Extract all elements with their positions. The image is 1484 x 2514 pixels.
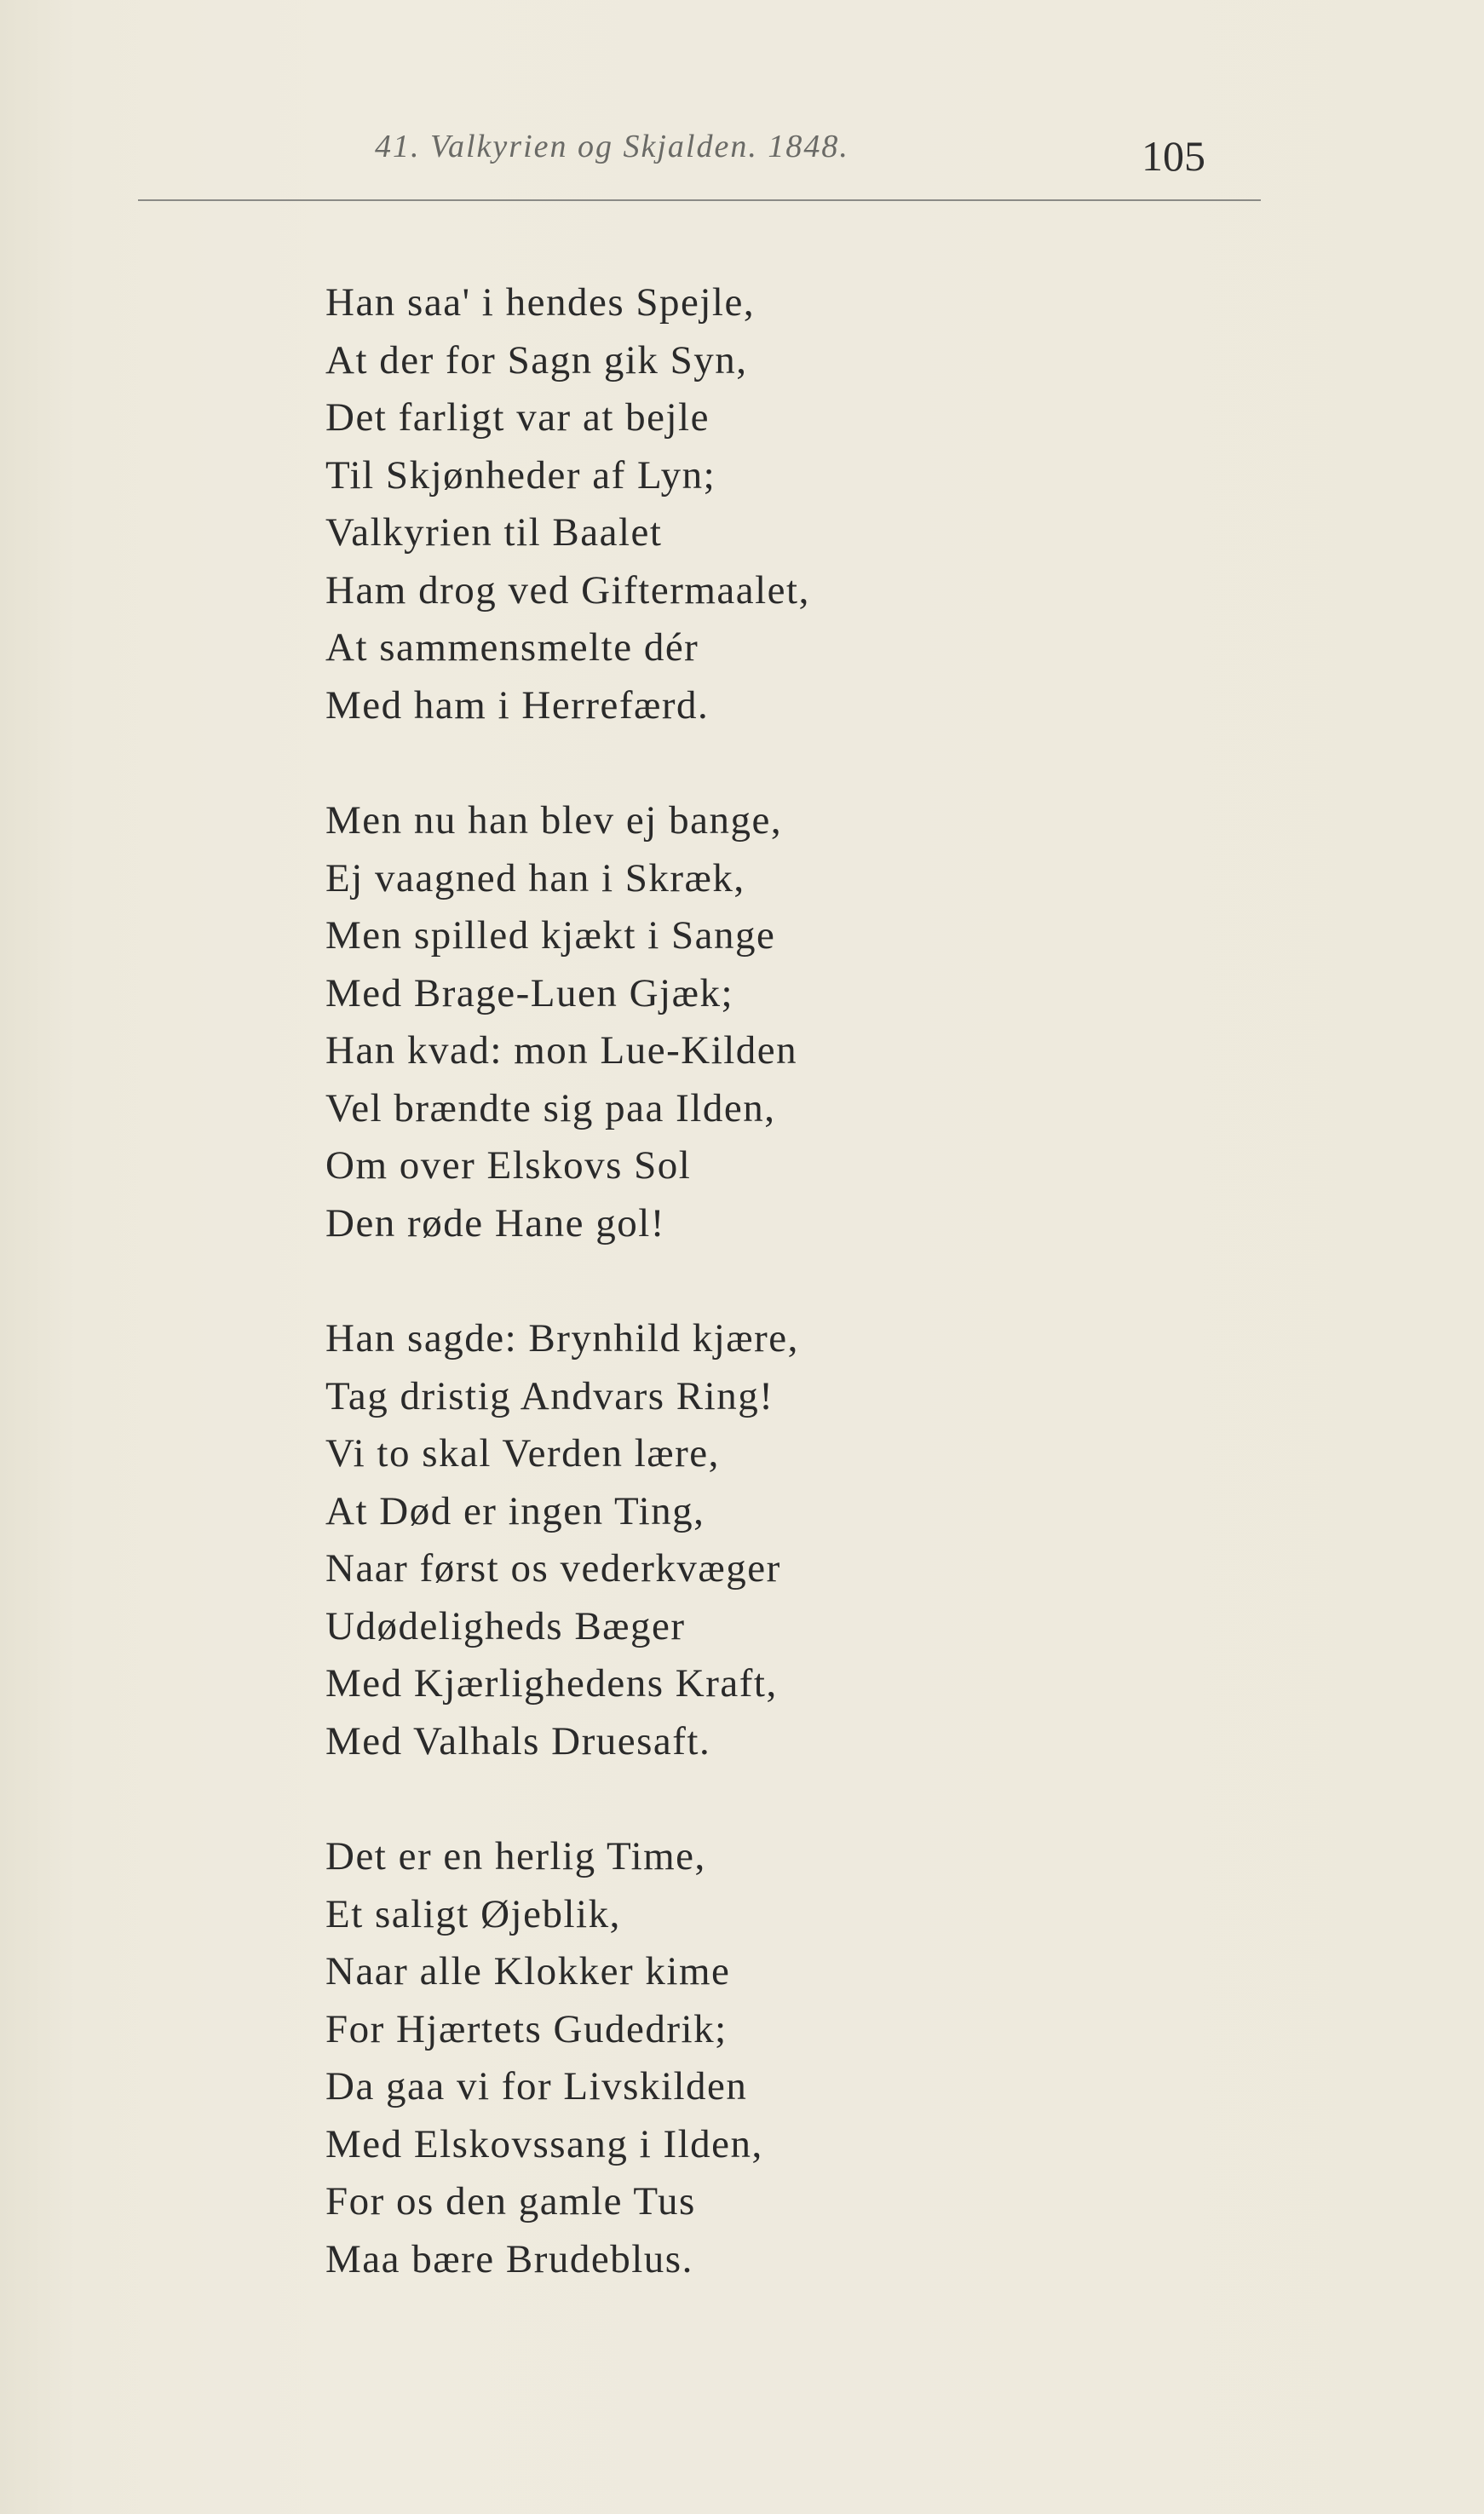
- poem-line: Ham drog ved Giftermaalet,: [325, 567, 810, 613]
- poem-line: Med Brage-Luen Gjæk;: [325, 970, 734, 1015]
- stanza-2: [325, 792, 1348, 1252]
- poem-line: Det er en herlig Time,: [325, 1834, 706, 1878]
- page-number: 105: [1142, 132, 1205, 180]
- poem-line: Tag dristig Andvars Ring!: [325, 1373, 774, 1418]
- poem-line: Han sagde: Brynhild kjære,: [325, 1316, 799, 1361]
- poem-line: Om over Elskovs Sol: [325, 1143, 692, 1188]
- poem-line: Med Kjærlighedens Kraft,: [325, 1661, 778, 1706]
- header-rule: [138, 199, 1261, 201]
- poem-line: Det farligt var at bejle: [325, 395, 710, 440]
- poem-line: Naar først os vederkvæger: [325, 1546, 781, 1591]
- poem-line: Valkyrien til Baalet: [325, 510, 663, 555]
- poem-line: Vel brændte sig paa Ilden,: [325, 1085, 776, 1130]
- poem-line: Maa bære Brudeblus.: [325, 2236, 693, 2281]
- poem-line: For os den gamle Tus: [325, 2179, 696, 2223]
- poem-line: Udødeligheds Bæger: [325, 1603, 686, 1648]
- poem-line: Da gaa vi for Livskilden: [325, 2064, 748, 2108]
- poem-line: Han kvad: mon Lue-Kilden: [325, 1028, 798, 1073]
- stanza-4: [325, 1828, 1348, 2288]
- poem-line: Et saligt Øjeblik,: [325, 1891, 621, 1936]
- poem-line: Med ham i Herrefærd.: [325, 682, 710, 728]
- poem-line: Med Elskovssang i Ilden,: [325, 2121, 763, 2166]
- poem-line: Vi to skal Verden lære,: [325, 1431, 720, 1476]
- stanza-3: [325, 1310, 1348, 1770]
- poem-line: Den røde Hane gol!: [325, 1200, 665, 1245]
- poem-line: Naar alle Klokker kime: [325, 1949, 731, 1993]
- stanza-1: [325, 274, 1348, 734]
- poem-line: Han saa' i hendes Spejle,: [325, 280, 756, 325]
- poem-line: Ej vaagned han i Skræk,: [325, 855, 745, 900]
- running-title: 41. Valkyrien og Skjalden. 1848.: [375, 129, 849, 164]
- poem-line: Med Valhals Druesaft.: [325, 1718, 711, 1763]
- poem-line: At sammensmelte dér: [325, 625, 699, 670]
- poem-line: At Død er ingen Ting,: [325, 1488, 705, 1533]
- poem: [325, 274, 1348, 2346]
- poem-line: Men nu han blev ej bange,: [325, 798, 783, 843]
- poem-line: For Hjærtets Gudedrik;: [325, 2006, 728, 2051]
- poem-line: At der for Sagn gik Syn,: [325, 337, 748, 383]
- running-head: [0, 128, 1484, 204]
- poem-line: Men spilled kjækt i Sange: [325, 913, 776, 958]
- poem-line: Til Skjønheder af Lyn;: [325, 452, 716, 498]
